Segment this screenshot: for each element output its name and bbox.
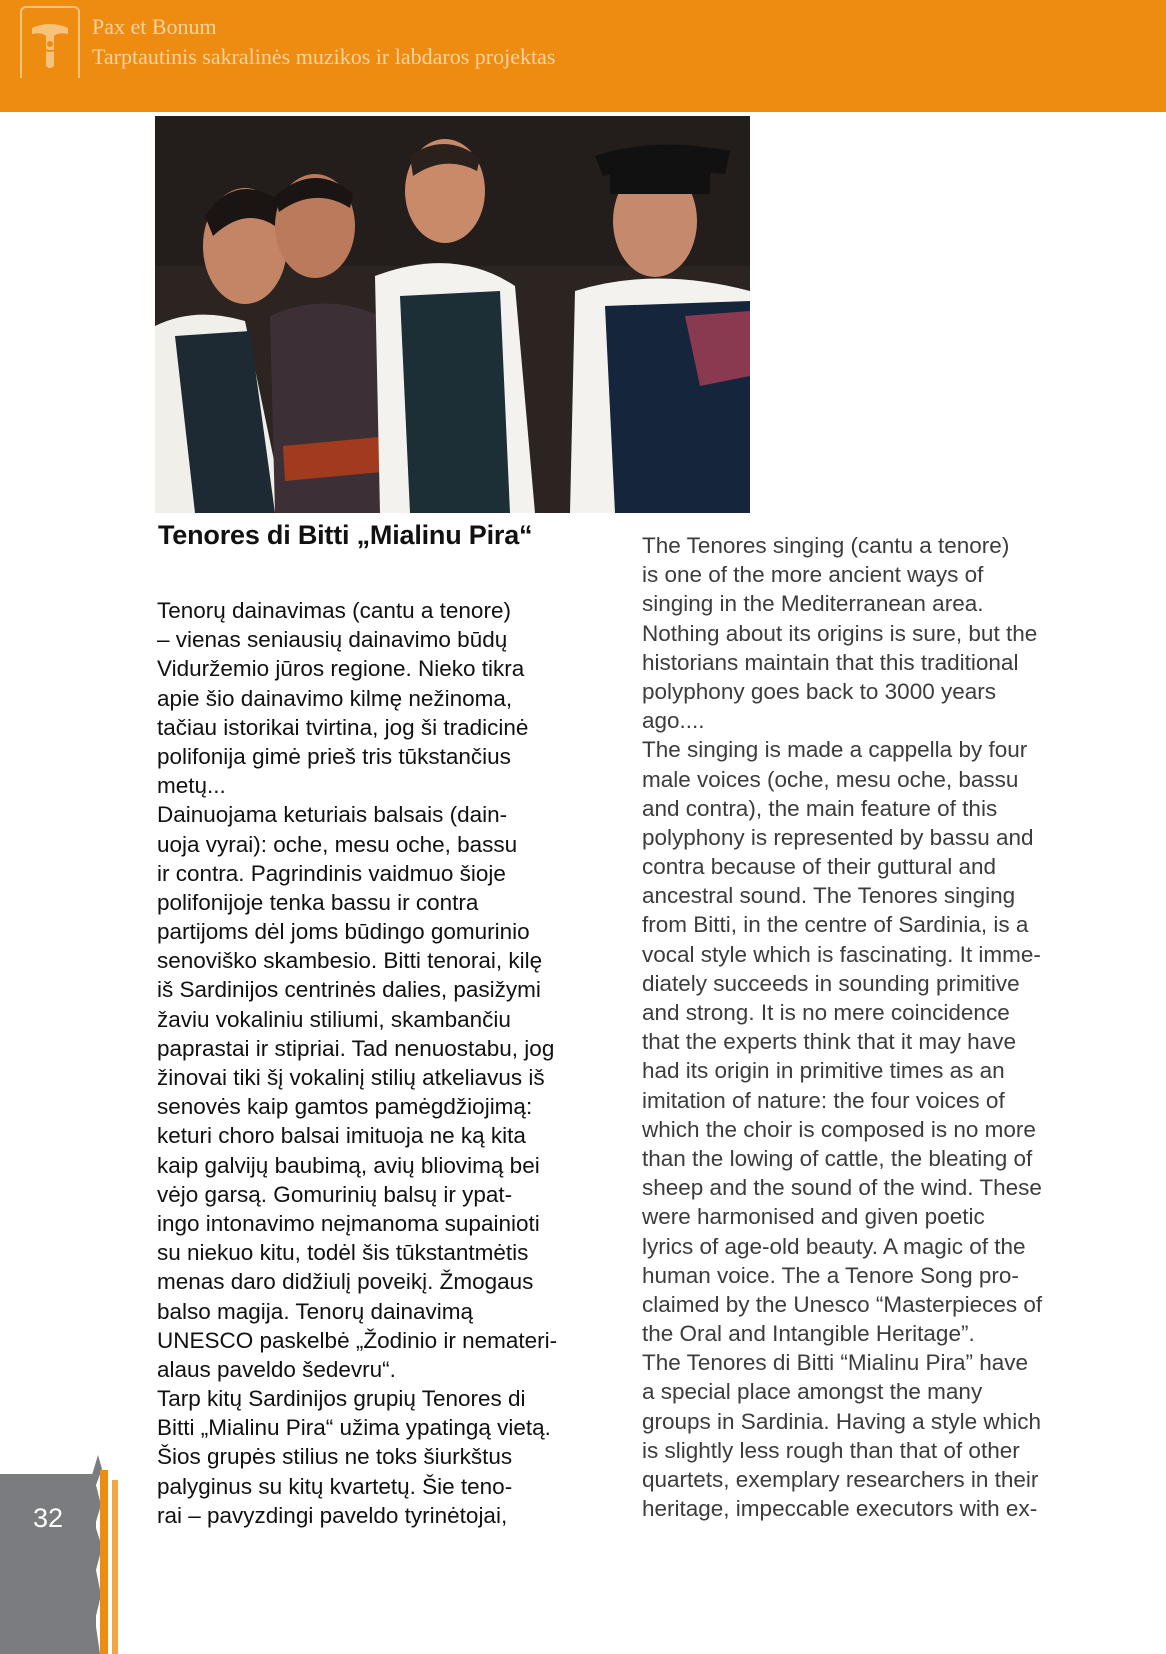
logo <box>20 6 80 86</box>
en-line: vocal style which is fascinating. It imme- <box>642 941 1041 967</box>
lt-line: ir contra. Pagrindinis vaidmuo šioje <box>157 860 506 886</box>
lt-line: ingo intonavimo neįmanoma supainioti <box>157 1210 540 1236</box>
page-number-block <box>0 1474 96 1654</box>
en-line: lyrics of age-old beauty. A magic of the <box>642 1233 1026 1259</box>
en-line: is slightly less rough than that of other <box>642 1437 1020 1463</box>
en-line: The singing is made a cappella by four <box>642 737 1028 763</box>
en-line: sheep and the sound of the wind. These <box>642 1175 1042 1201</box>
lt-line: kaip galvijų baubimą, avių bliovimą bei <box>157 1152 540 1178</box>
en-line: imitation of nature: the four voices of <box>642 1087 1005 1113</box>
lt-line: senoviško skambesio. Bitti tenorai, kilę <box>157 948 543 974</box>
en-line: ago.... <box>642 708 705 734</box>
page-stripe-orange <box>100 1470 108 1654</box>
en-line: historians maintain that this traditional <box>642 649 1019 675</box>
torn-edge <box>0 78 1166 112</box>
tenores-photo <box>155 116 750 513</box>
header-text <box>92 12 555 72</box>
tau-cross-icon <box>28 18 72 74</box>
en-line: is one of the more ancient ways of <box>642 562 984 588</box>
lt-line: UNESCO paskelbė „Žodinio ir nemateri- <box>157 1327 558 1353</box>
lt-line: menas daro didžiulį poveikį. Žmogaus <box>157 1269 534 1295</box>
lt-line: partijoms dėl joms būdingo gomurinio <box>157 919 530 945</box>
en-line: from Bitti, in the centre of Sardinia, is a <box>642 912 1029 938</box>
lt-line: metų... <box>157 773 226 799</box>
en-line: had its origin in primitive times as an <box>642 1058 1005 1084</box>
en-line: claimed by the Unesco “Masterpieces of <box>642 1291 1043 1317</box>
en-line: that the experts think that it may have <box>642 1029 1016 1055</box>
header-line2: Tarptautinis sakralinės muzikos ir labdaros projektas <box>92 44 556 69</box>
lt-line: Tarp kitų Sardinijos grupių Tenores di <box>157 1386 526 1412</box>
en-line: quartets, exemplary researchers in their <box>642 1467 1039 1492</box>
header-line1: Pax et Bonum <box>92 14 217 39</box>
lt-line: palyginus su kitų kvartetų. Šie teno- <box>157 1473 513 1499</box>
en-line: singing in the Mediterranean area. <box>642 591 984 617</box>
lt-line: iš Sardinijos centrinės dalies, pasižymi <box>157 977 541 1003</box>
en-line: polyphony is represented by bassu and <box>642 824 1034 850</box>
article-title: Tenores di Bitti „Mialinu Pira“ <box>158 520 533 550</box>
lt-line: senovės kaip gamtos pamėgdžiojimą: <box>157 1094 533 1120</box>
lt-line: alaus paveldo šedevru“. <box>157 1356 396 1382</box>
english-column <box>642 531 1112 1523</box>
lt-line: žaviu vokaliniu stiliumi, skambančiu <box>157 1006 511 1032</box>
lt-line: polifonijoje tenka bassu ir contra <box>157 889 479 915</box>
en-line: heritage, impeccable executors with ex- <box>642 1496 1038 1522</box>
en-line: which the choir is composed is no more <box>642 1116 1036 1142</box>
lt-line: vėjo garsą. Gomurinių balsų ir ypat- <box>157 1181 513 1207</box>
singers-image <box>155 116 750 513</box>
lt-line: apie šio dainavimo kilmę nežinoma, <box>157 685 513 711</box>
en-line: the Oral and Intangible Heritage”. <box>642 1321 975 1347</box>
en-line: and strong. It is no mere coincidence <box>642 1000 1010 1025</box>
en-line: groups in Sardinia. Having a style which <box>642 1408 1041 1434</box>
en-line: male voices (oche, mesu oche, bassu <box>642 766 1019 792</box>
en-line: were harmonised and given poetic <box>642 1204 985 1230</box>
en-line: polyphony goes back to 3000 years <box>642 678 996 704</box>
en-line: and contra), the main feature of this <box>642 795 998 821</box>
lt-line: Šios grupės stilius ne toks šiurkštus <box>157 1444 513 1470</box>
header-banner <box>0 0 1166 112</box>
en-line: The Tenores di Bitti “Mialinu Pira” have <box>642 1350 1029 1376</box>
page-stripe-light <box>112 1480 118 1654</box>
lt-line: – vienas seniausių dainavimo būdų <box>157 627 508 653</box>
lt-line: su niekuo kitu, todėl šis tūkstantmėtis <box>157 1240 529 1266</box>
lt-line: polifonija gimė prieš tris tūkstančius <box>157 743 511 769</box>
lt-line: Bitti „Mialinu Pira“ užima ypatingą vietą. <box>157 1415 551 1441</box>
lithuanian-column <box>157 596 612 1530</box>
lt-line: uoja vyrai): oche, mesu oche, bassu <box>157 831 518 857</box>
en-line: diately succeeds in sounding primitive <box>642 970 1020 996</box>
page-number: 32 <box>32 1503 64 1533</box>
lt-line: žinovai tiki šį vokalinį stilių atkeliavus iš <box>157 1065 545 1090</box>
en-line: than the lowing of cattle, the bleating of <box>642 1145 1033 1171</box>
en-line: Nothing about its origins is sure, but the <box>642 620 1038 646</box>
lt-line: Viduržemio jūros regione. Nieko tikra <box>157 656 525 682</box>
lt-line: rai – pavyzdingi paveldo tyrinėtojai, <box>157 1502 508 1528</box>
en-line: human voice. The a Tenore Song pro- <box>642 1262 1019 1288</box>
lt-line: Tenorų dainavimas (cantu a tenore) <box>157 598 511 623</box>
en-line: a special place amongst the many <box>642 1379 983 1405</box>
lt-line: balso magija. Tenorų dainavimą <box>157 1298 474 1324</box>
en-line: contra because of their guttural and <box>642 854 996 880</box>
en-line: The Tenores singing (cantu a tenore) <box>642 533 1010 558</box>
lt-line: paprastai ir stipriai. Tad nenuostabu, jog <box>157 1035 555 1061</box>
en-line: ancestral sound. The Tenores singing <box>642 883 1016 909</box>
lt-line: keturi choro balsai imituoja ne ką kita <box>157 1123 526 1149</box>
lt-line: Dainuojama keturiais balsais (dain- <box>157 802 508 828</box>
lt-line: tačiau istorikai tvirtina, jog ši tradicinė <box>157 714 529 740</box>
